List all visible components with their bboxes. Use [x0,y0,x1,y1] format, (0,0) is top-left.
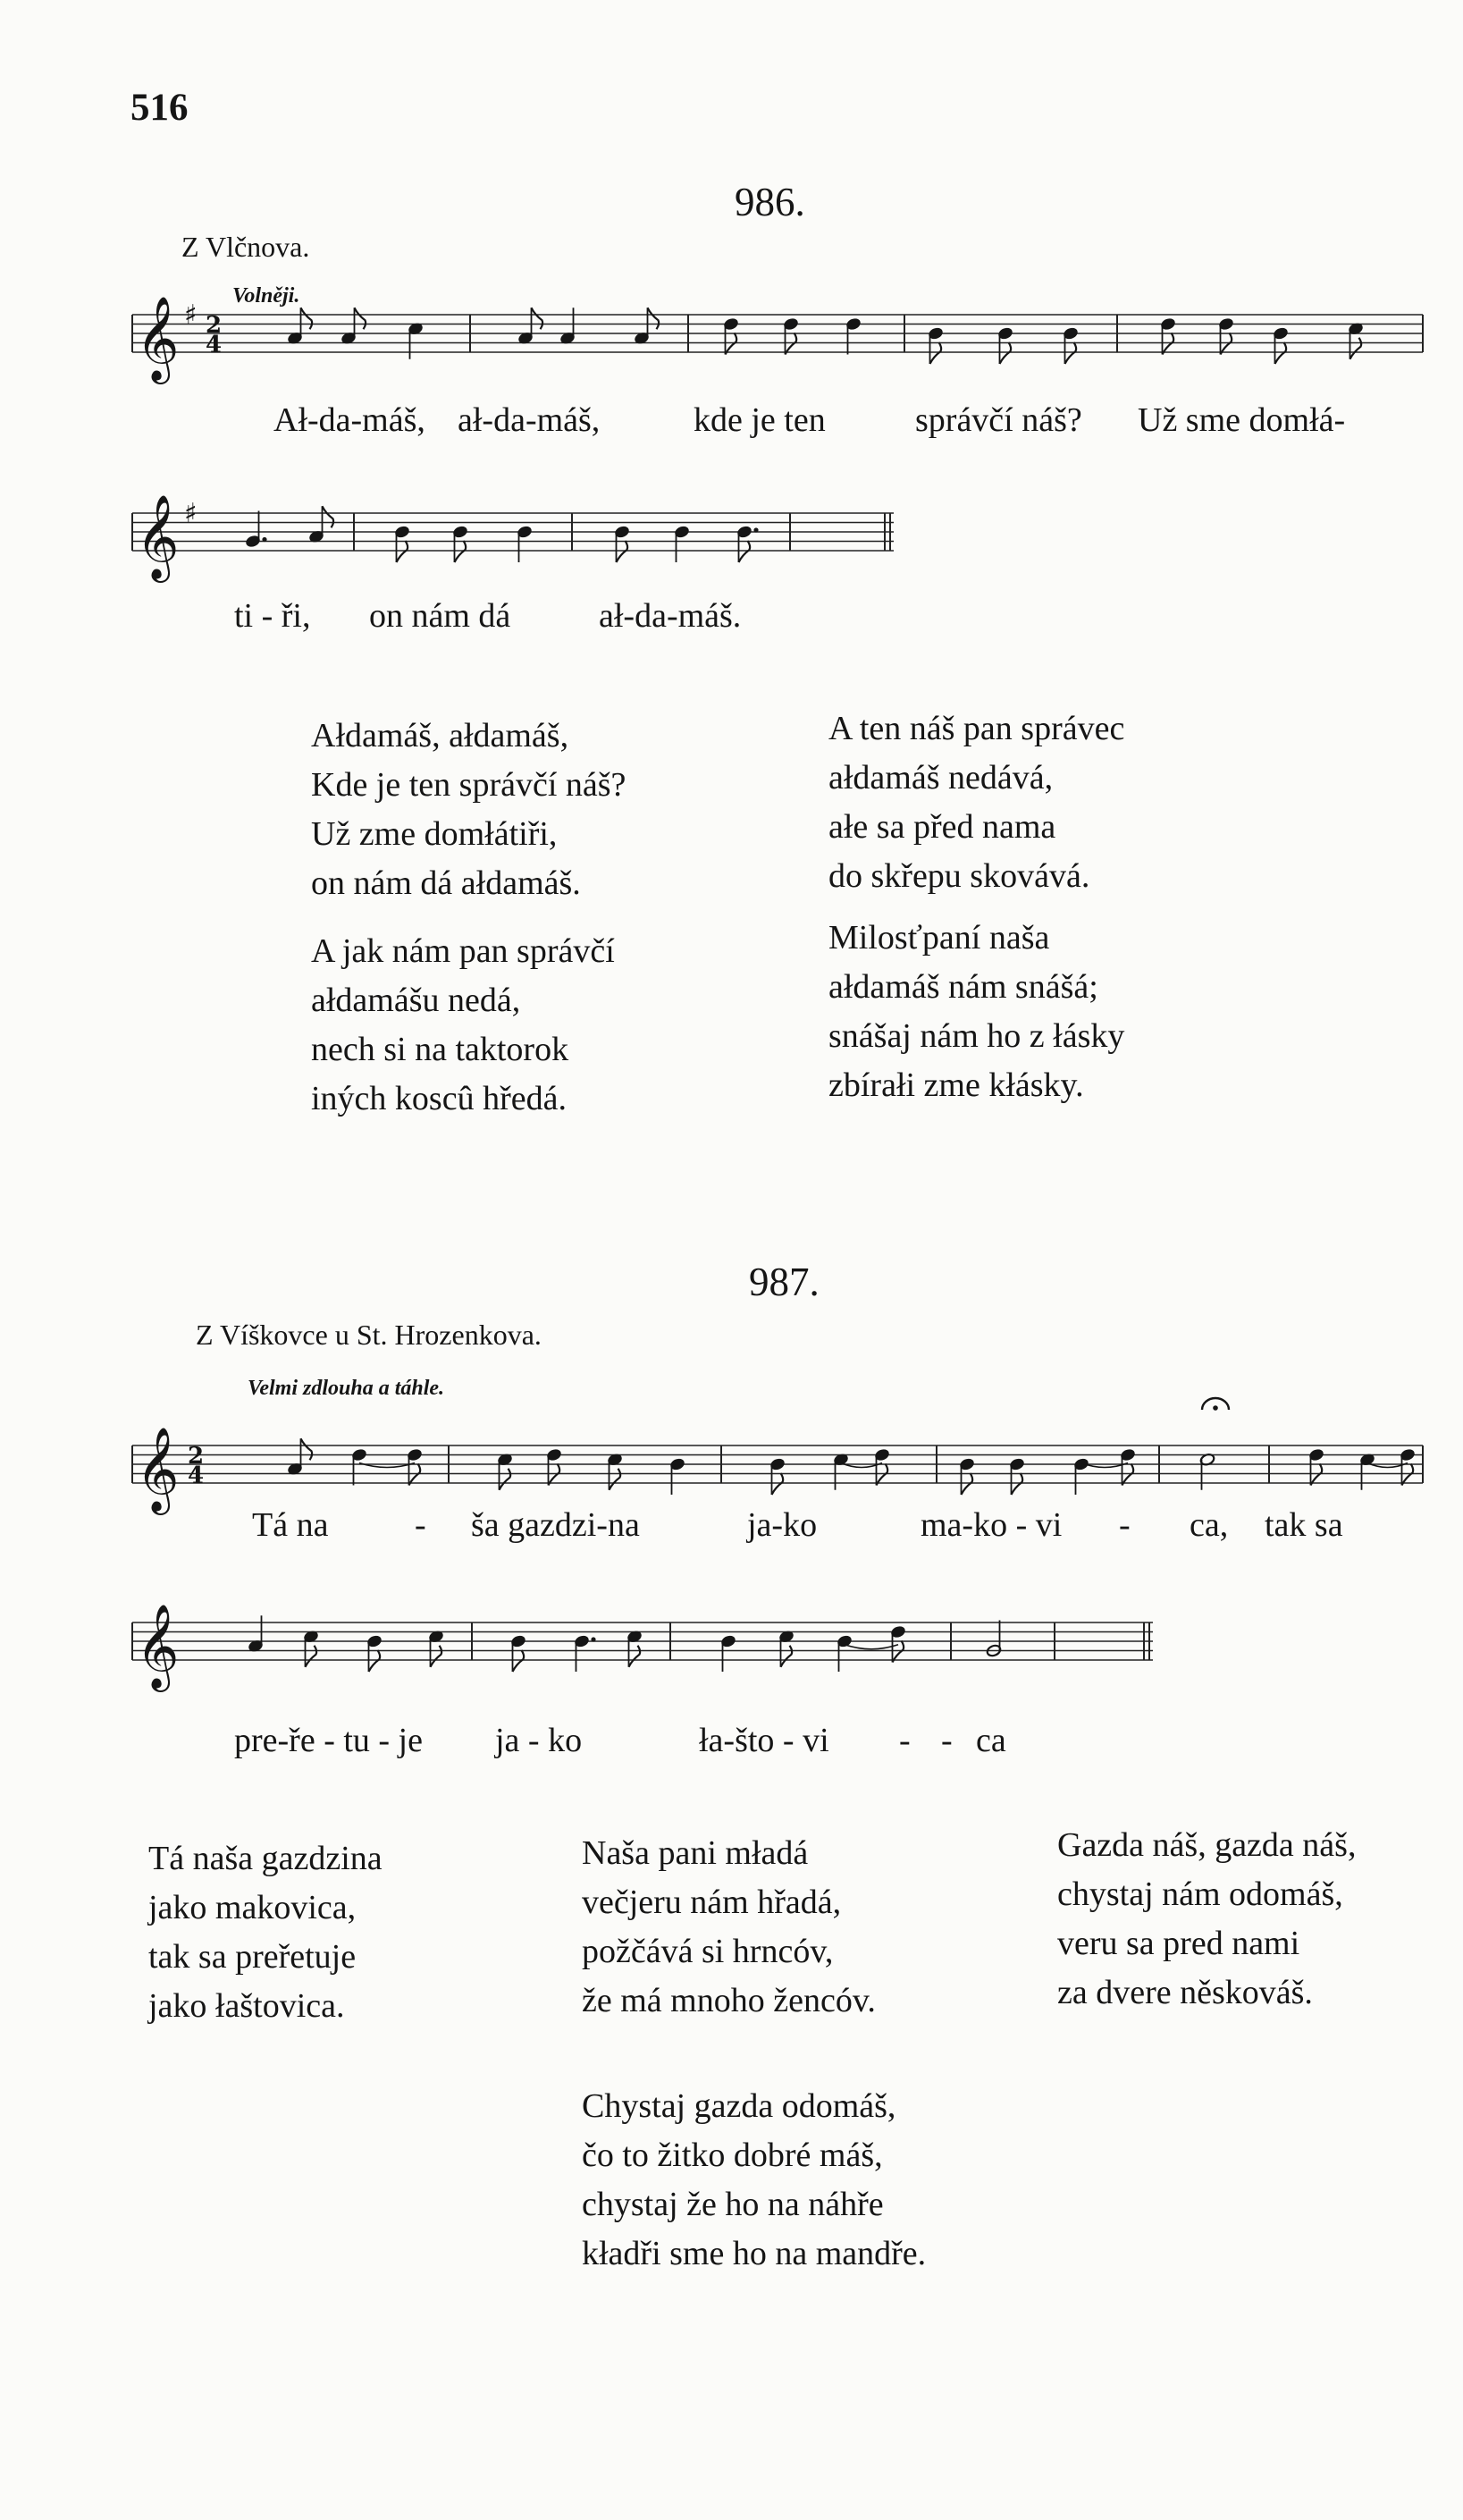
note-flag [610,1469,621,1490]
lyric-syllable: pre-ře - tu - je [234,1722,423,1759]
verse-line: Gazda náš, gazda náš, [1057,1826,1357,1864]
lyric-syllable: - [899,1722,911,1759]
note-flag [781,1646,793,1667]
note-flag [409,1464,421,1486]
note-flag [1402,1464,1414,1486]
verse [311,927,615,1124]
lyric-syllable: správčí náš? [915,401,1082,439]
verse-line: večjeru nám hřadá, [582,1884,842,1921]
verse-line: Ałdamáš, ałdamáš, [311,717,569,754]
key-signature-sharp: ♯ [184,498,198,529]
lyric-syllable: ša gazdzi-na [471,1506,640,1544]
verse-line: ałdamáš nám snášá; [828,968,1098,1006]
note-flag [500,1469,511,1490]
lyric-syllable: ca [976,1722,1006,1759]
verse-line: kładři sme ho na mandře. [582,2235,927,2272]
note-flag [739,541,751,562]
verse [582,2082,926,2279]
lyric-syllable: ał-da-máš. [599,597,742,635]
verse-line: zbírałi zme kłásky. [828,1066,1084,1104]
song-number: 987. [749,1260,820,1304]
note-flag [532,308,543,329]
note-dot [262,537,266,542]
note-flag [1012,1473,1023,1495]
lyric-syllable: Ał-da-máš, [273,401,425,439]
verse-line: chystaj že ho na náhře [582,2186,884,2223]
lyric-syllable: Tá na [252,1506,329,1544]
verse-line: chystaj nám odomáš, [1057,1875,1343,1913]
note-flag [397,541,408,562]
verse-line: Už zme domłátiři, [311,815,558,853]
verse-line: Naša pani mładá [582,1834,809,1872]
lyric-syllable: ła-što - vi [699,1722,829,1759]
note-flag [877,1464,888,1486]
verse-line: on nám dá ałdamáš. [311,864,581,902]
note-flag [431,1646,442,1667]
lyric-syllable: ja - ko [495,1722,583,1759]
verse-line: do skřepu skovává. [828,857,1090,895]
verse [582,1829,876,2026]
time-signature-bottom: 4 [206,332,223,358]
verse-line: za dvere něskováš. [1057,1974,1313,2011]
lyric-syllable: - [415,1506,426,1544]
note-flag [369,1650,381,1672]
verse-line: že má mnoho žencóv. [582,1982,876,2019]
note-dot [753,527,758,532]
note-flag [1163,333,1174,355]
lyric-syllable: ti - ři, [234,597,311,635]
verse-line: požčává si hrncóv, [582,1933,834,1970]
verse-line: čo to žitko dobré máš, [582,2137,883,2174]
verse [828,914,1124,1110]
key-signature-sharp: ♯ [184,299,198,331]
note-flag [962,1473,973,1495]
note-flag [549,1464,560,1486]
note-flag [726,333,737,355]
note-flag [1275,342,1287,364]
verse-line: jako łaštovica. [148,1987,345,2025]
song-number: 986. [735,180,805,224]
verse-line: jako makovica, [148,1889,357,1926]
verse-line: tak sa preřetuje [148,1938,357,1976]
verse [1057,1821,1356,2018]
time-signature-bottom: 4 [188,1462,205,1489]
treble-clef: 𝄞 [136,296,180,381]
verse-line: iných koscû hředá. [311,1080,567,1117]
verse-line: nech si na taktorok [311,1031,569,1068]
note-flag [786,333,797,355]
verse-line: Chystaj gazda odomáš, [582,2087,896,2125]
verse [148,1834,383,2031]
note-flag [306,1646,317,1667]
note-flag [772,1473,784,1495]
lyric-syllable: - [1119,1506,1131,1544]
treble-clef: 𝄞 [136,494,180,579]
lyric-syllable: ał-da-máš, [458,401,601,439]
lyric-syllable: on nám dá [369,597,511,635]
lyric-syllable: ma-ko - vi [921,1506,1063,1544]
song-origin: Z Víškovce u St. Hrozenkova. [196,1319,542,1351]
verse-line: Milosťpaní naša [828,919,1050,957]
note-flag [930,342,942,364]
verse [828,704,1124,901]
note-flag [301,1438,313,1460]
tempo-marking: Volněji. [232,284,300,308]
page-number: 516 [130,87,189,129]
time-signature-top: 2 [206,312,223,339]
song-origin: Z Vlčnova. [181,231,310,263]
verse-line: ałdamáš nedává, [828,759,1054,796]
note-flag [1350,338,1362,359]
note-dot [591,1637,595,1641]
tempo-marking: Velmi zdlouha a táhle. [248,1377,445,1400]
lyric-syllable: tak sa [1265,1506,1343,1544]
verse-line: ałdamášu nedá, [311,982,521,1019]
lyric-syllable: ja-ko [747,1506,818,1544]
note-flag [1065,342,1077,364]
note-flag [513,1650,525,1672]
note-flag [1000,342,1012,364]
note-flag [629,1646,641,1667]
lyric-syllable: kde je ten [694,401,826,439]
verse-line: ałe sa před nama [828,808,1056,846]
note-flag [648,308,660,329]
verse-line: Tá naša gazdzina [148,1840,383,1877]
note-flag [893,1641,904,1663]
verse-line: veru sa pred nami [1057,1925,1300,1962]
verse-line: Kde je ten správčí náš? [311,766,626,804]
treble-clef: 𝄞 [136,1427,180,1512]
verse [311,712,626,908]
tie-arc [845,1645,898,1649]
time-signature-top: 2 [188,1443,205,1470]
verse-line: A jak nám pan správčí [311,932,615,970]
verse-line: A ten náš pan správec [828,710,1125,747]
note-flag [455,541,467,562]
fermata-dot [1213,1405,1218,1411]
note-flag [323,506,334,527]
note-flag [617,541,628,562]
note-flag [1221,333,1232,355]
lyric-syllable: - [941,1722,953,1759]
verse-line: snášaj nám ho z łásky [828,1017,1125,1055]
treble-clef: 𝄞 [136,1604,180,1689]
note-flag [301,308,313,329]
lyric-syllable: ca, [1190,1506,1229,1544]
note-flag [1122,1464,1134,1486]
note-flag [1311,1464,1323,1486]
note-flag [355,308,366,329]
lyric-syllable: Už sme domłá- [1138,401,1346,439]
